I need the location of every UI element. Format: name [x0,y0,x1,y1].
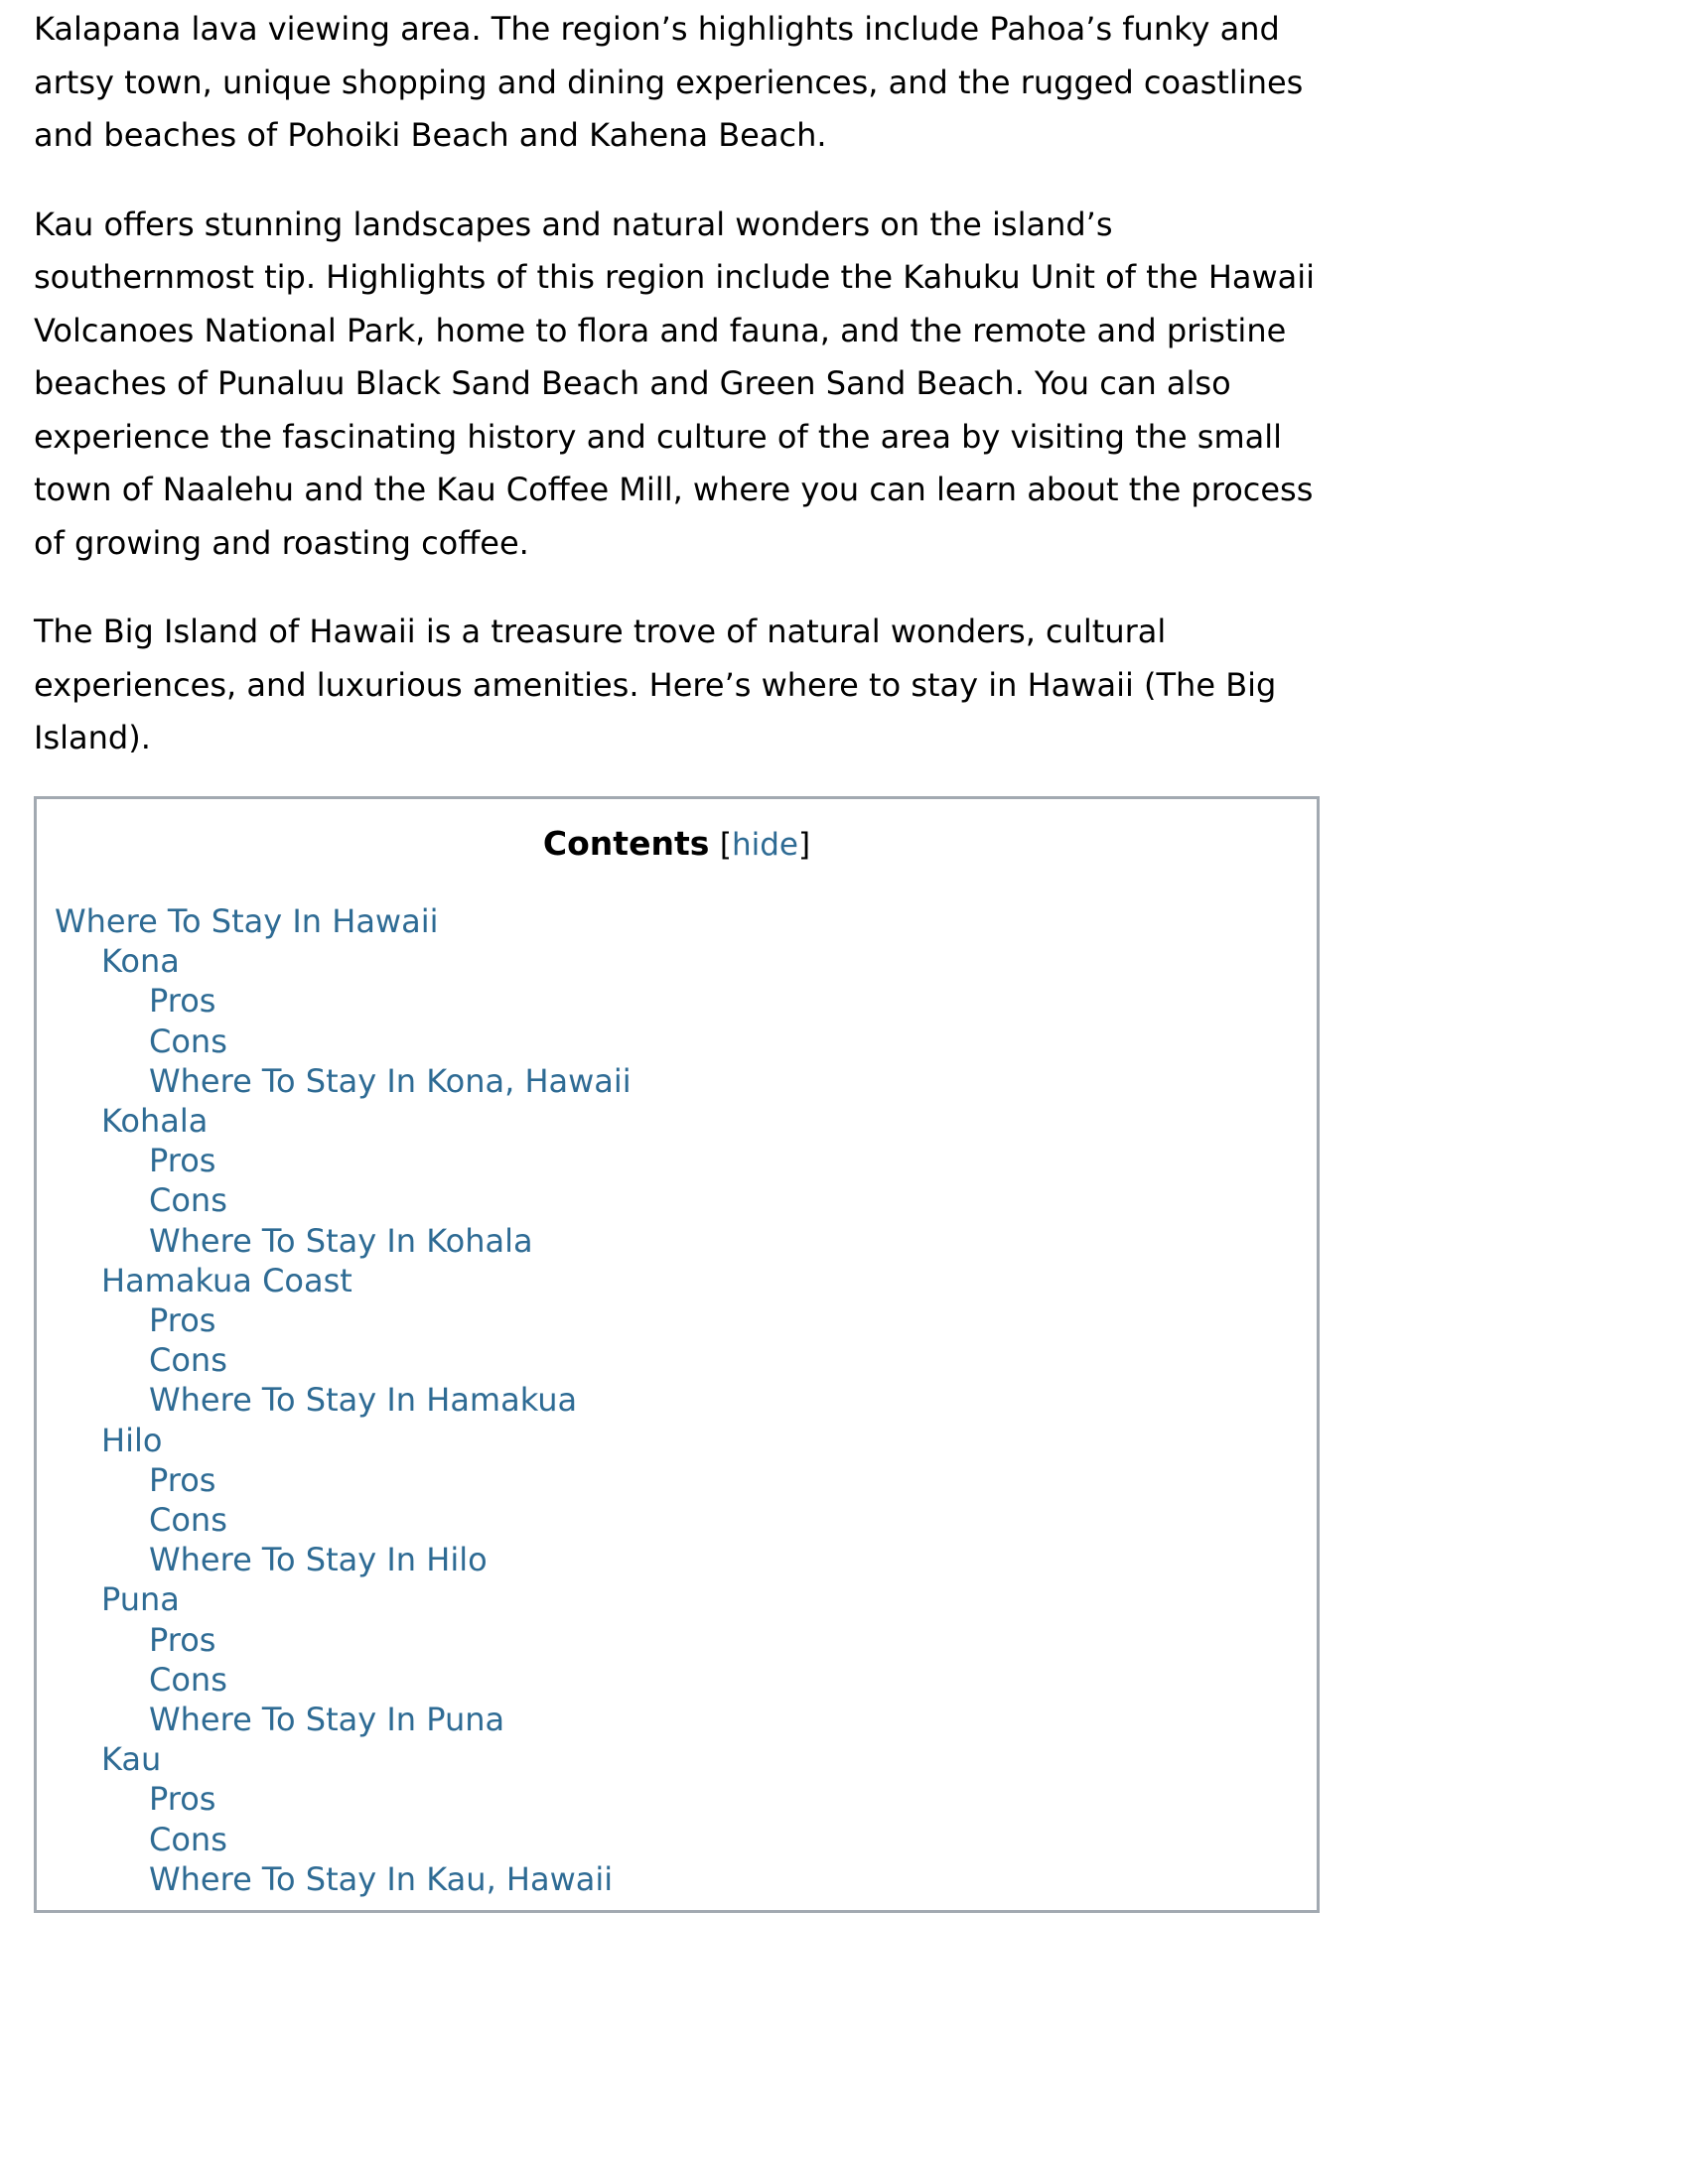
toc-link[interactable]: Puna [101,1580,180,1619]
article-body [34,0,1325,801]
toc-link[interactable]: Cons [149,1820,227,1858]
toc-link[interactable]: Cons [149,1022,227,1060]
toc-link[interactable]: Cons [149,1501,227,1540]
table-of-contents [34,796,1320,1913]
toc-bracket-open: [ [719,827,732,863]
toc-link[interactable]: Where To Stay In Kona, Hawaii [149,1061,632,1100]
toc-link[interactable]: Pros [149,1460,216,1499]
toc-link[interactable]: Pros [149,1780,216,1819]
toc-link[interactable]: Where To Stay In Hamakua [149,1381,578,1420]
toc-header [37,819,1317,870]
toc-bracket-close: ] [797,827,811,863]
toc-link[interactable]: Where To Stay In Kohala [149,1221,533,1260]
toc-title: Contents [542,824,710,863]
toc-link[interactable]: Kau [101,1740,162,1779]
toc-list [55,901,632,1899]
toc-hide-link[interactable]: hide [731,827,798,863]
toc-link[interactable]: Where To Stay In Hawaii [55,902,439,940]
toc-link[interactable]: Cons [149,1341,227,1380]
toc-link[interactable]: Pros [149,1142,216,1180]
toc-link[interactable]: Cons [149,1181,227,1220]
paragraph-conclusion: The Big Island of Hawaii is a treasure trove of natural wonders, cultural experiences, and luxurious amenities. Here’s where to stay in Hawaii (The Big Island). [34,613,1277,756]
paragraph-puna-summary: Kalapana lava viewing area. The region’s highlights include Pahoa’s funky and artsy town, unique shopping and dining experiences, and the rugged coastlines and beaches of Pohoiki Beach and Kahena Beach. [34,10,1304,154]
toc-link[interactable]: Kohala [101,1102,209,1141]
toc-link[interactable]: Pros [149,1301,216,1340]
toc-link[interactable]: Pros [149,1620,216,1659]
toc-link[interactable]: Where To Stay In Hilo [149,1541,488,1579]
toc-link[interactable]: Where To Stay In Kau, Hawaii [149,1859,614,1898]
toc-link[interactable]: Pros [149,982,216,1021]
toc-link[interactable]: Hilo [101,1421,163,1459]
toc-link[interactable]: Hamakua Coast [101,1261,352,1299]
toc-link[interactable]: Where To Stay In Puna [149,1701,505,1739]
toc-link[interactable]: Kona [101,942,180,981]
toc-link[interactable]: Cons [149,1660,227,1699]
paragraph-kau-summary: Kau offers stunning landscapes and natural wonders on the island’s southernmost tip. Highlights of this region include the Kahuku Unit of the Hawaii Volcanoes National Park, home to flora and fauna, and the remote and pristine beaches of Punaluu Black Sand Beach and Green Sand Beach. You can also experience the fascinating history and culture of the area by visiting the small town of Naalehu and the Kau Coffee Mill, where you can learn about the process of growing and roasting coffee. [34,205,1316,562]
